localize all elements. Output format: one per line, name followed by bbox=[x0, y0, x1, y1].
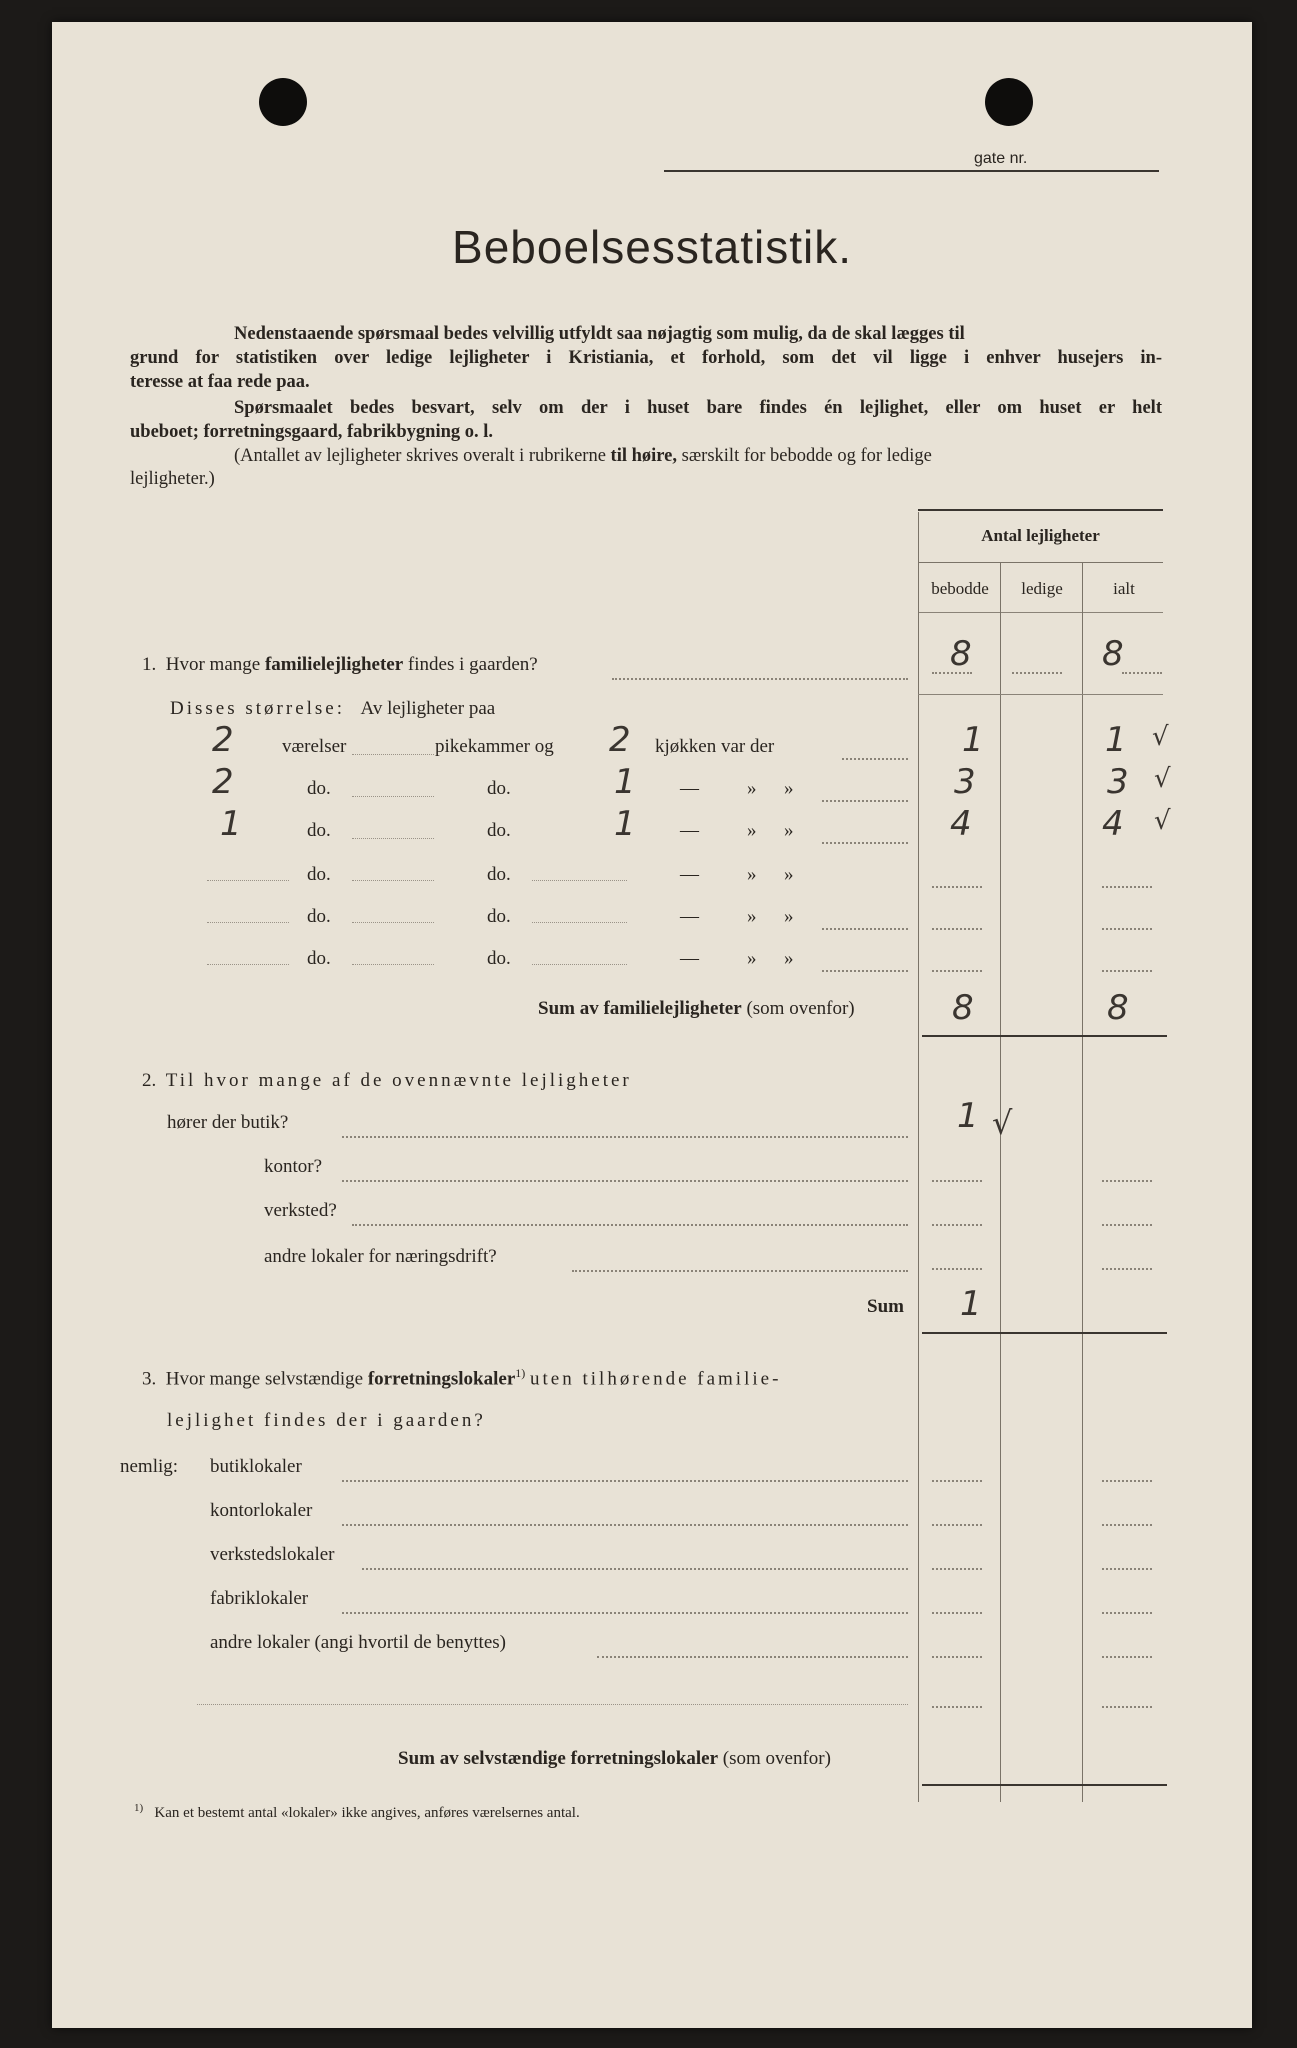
q3-line2: lejlighet findes der i gaarden? bbox=[167, 1410, 486, 1431]
row1-pike-label: pikekammer og bbox=[435, 736, 554, 757]
row3-do2: do. bbox=[487, 820, 511, 841]
footnote: $^{1)}$ Kan et bestemt antal «lokaler» ikke angives, anføres værelsernes antal. bbox=[134, 1802, 580, 1821]
header-bottom-rule bbox=[918, 612, 1163, 613]
nemlig: nemlig: bbox=[120, 1456, 179, 1477]
q3-item-verksted: verkstedslokaler bbox=[210, 1544, 335, 1565]
q2-butik-check: √ bbox=[992, 1104, 1013, 1142]
gate-nr-label: gate nr. bbox=[974, 150, 1028, 167]
table-vline-2 bbox=[1082, 562, 1083, 1802]
q2-line1: 2. Til hvor mange af de ovennævnte lejligheter bbox=[142, 1070, 632, 1091]
row1-vaer-label: værelser bbox=[282, 736, 347, 757]
gate-nr-line bbox=[664, 170, 1159, 172]
table-vline-1 bbox=[1000, 562, 1001, 1802]
q3-item-fabrik: fabriklokaler bbox=[210, 1588, 309, 1609]
row2-vaerelser: 2 bbox=[212, 762, 234, 802]
q2-kontor: kontor? bbox=[264, 1156, 323, 1177]
q3-item-butik: butiklokaler bbox=[210, 1456, 302, 1477]
row3-ialt: 4 bbox=[1102, 804, 1124, 844]
sum1-label: Sum av familielejligheter (som ovenfor) bbox=[538, 998, 855, 1019]
q1-dots-b bbox=[1012, 672, 1062, 674]
row2-kjokken: 1 bbox=[614, 762, 636, 802]
intro-line-7: lejligheter.) bbox=[130, 469, 215, 489]
row6-do: do. bbox=[307, 948, 331, 969]
row3-vaerelser: 1 bbox=[220, 804, 242, 844]
q1-dots-c bbox=[1122, 672, 1162, 674]
col-ledige: ledige bbox=[1021, 579, 1063, 598]
q1: 1. Hvor mange familielejligheter findes i gaarden? bbox=[142, 654, 538, 675]
page-title: Beboelsesstatistik. bbox=[452, 221, 852, 273]
row3-kjokken: 1 bbox=[614, 804, 636, 844]
row3-bebodde: 4 bbox=[950, 804, 972, 844]
q1-dots-a bbox=[932, 672, 972, 674]
row1-ialt: 1 bbox=[1105, 720, 1127, 760]
table-title-rule bbox=[918, 562, 1163, 563]
row5-do: do. bbox=[307, 906, 331, 927]
intro-line-3: teresse at faa rede paa. bbox=[130, 372, 310, 392]
row2-do2: do. bbox=[487, 778, 511, 799]
punch-hole-right bbox=[985, 78, 1033, 126]
row1-check: √ bbox=[1152, 722, 1169, 752]
table-vline-left bbox=[918, 512, 919, 1802]
q3-item-kontor: kontorlokaler bbox=[210, 1500, 313, 1521]
row-rule-1 bbox=[918, 694, 1163, 695]
q3-line1: 3. Hvor mange selvstændige forretningslokaler$^{1)}$ uten tilhørende familie- bbox=[142, 1366, 782, 1390]
row1-kjok-label: kjøkken var der bbox=[655, 736, 775, 757]
row1-bebodde: 1 bbox=[962, 720, 984, 760]
intro-line-1: Nedenstaaende spørsmaal bedes velvillig utfyldt saa nøjagtig som mulig, da de skal lægges til bbox=[234, 324, 965, 344]
sum1-bebodde: 8 bbox=[952, 988, 974, 1028]
row2-check: √ bbox=[1154, 764, 1171, 794]
row3-do: do. bbox=[307, 820, 331, 841]
col-ialt: ialt bbox=[1113, 579, 1135, 598]
row3-check: √ bbox=[1154, 806, 1171, 836]
sum1-rule bbox=[922, 1035, 1167, 1037]
sum3-rule bbox=[922, 1784, 1167, 1786]
sum2-rule bbox=[922, 1332, 1167, 1334]
table-top-rule bbox=[918, 509, 1163, 511]
row4-do: do. bbox=[307, 864, 331, 885]
sum1-ialt: 8 bbox=[1107, 988, 1129, 1028]
row1-kjokken: 2 bbox=[609, 720, 631, 760]
intro-line-6: (Antallet av lejligheter skrives overalt i rubrikerne til høire, særskilt for bebodde og for ledige bbox=[234, 446, 932, 466]
punch-hole-left bbox=[259, 78, 307, 126]
q3-item-andre: andre lokaler (angi hvortil de benyttes) bbox=[210, 1632, 506, 1653]
q3-write-line bbox=[197, 1704, 908, 1705]
intro-line-4: Spørsmaalet bedes besvart, selv om der i huset bare findes én lejlighet, eller om huset er helt bbox=[234, 398, 1162, 418]
q2-butik: hører der butik? bbox=[167, 1112, 289, 1133]
q2-butik-answer: 1 bbox=[957, 1096, 979, 1136]
row2-ialt: 3 bbox=[1107, 762, 1129, 802]
table-title: Antal lejligheter bbox=[981, 526, 1100, 545]
row1-vaerelser: 2 bbox=[212, 720, 234, 760]
row2-dash: — bbox=[680, 778, 699, 799]
sum2-value: 1 bbox=[960, 1284, 982, 1324]
q1-bebodde: 8 bbox=[950, 634, 972, 674]
q2-verksted: verksted? bbox=[264, 1200, 337, 1221]
sum2-label: Sum bbox=[867, 1296, 904, 1317]
col-bebodde: bebodde bbox=[931, 579, 989, 598]
q1-leader bbox=[612, 678, 908, 680]
sum3-label: Sum av selvstændige forretningslokaler (som ovenfor) bbox=[398, 1748, 831, 1769]
size-label: Disses størrelse: Av lejligheter paa bbox=[170, 698, 496, 719]
q1-ialt: 8 bbox=[1102, 634, 1124, 674]
row2-do: do. bbox=[307, 778, 331, 799]
form-sheet: gate nr. Beboelsesstatistik. Nedenstaaende spørsmaal bedes velvillig utfyldt saa nøjagtig som mulig, da de skal lægges til grund for statistiken over ledige lejligheter i Kristiania, et forhold, som det vil ligge i enhver husejers in- teresse at faa rede paa. Spørsmaalet bedes besvart, selv om der i huset bare findes én lejlighet, eller om huset er helt ubeboet; forretningsgaard, fabrikbygning o. l. (Antallet av lejligheter skrives overalt i rubrikerne til høire, særskilt for bebodde og for ledige lejligheter.) Antal lejligheter bebodde ledige ialt 1. Hvor mange familielejligheter findes i gaarden? 8 8 Disses størrelse: Av lejligheter paa 2 værelser pikekammer og 2 kjøkken var der 1 1 √ 2 do. do. 1 — » » 3 3 √ 1 do. do. 1 — » » 4 4 √ do. do. — » » do. do. — » » do. do. — » » Sum av familielejligheter (som ovenfor) 8 8 2. Til hvor mange af de ovennævnte lejligheter hører der butik? 1 √ kontor? verksted? andre lokaler for næringsdrift? Sum 1 3. Hvor mange selvstændige forretningslokaler$^{1)}$ uten tilhørende familie- lejlighet findes der i gaarden? nemlig: butiklokaler kontorlokaler verkstedslokaler fabriklokaler andre lokaler (angi hvortil de benyttes) Sum av selvstændige forretningslokaler (som ovenfor) $^{1)}$ Kan et bestemt antal «lokaler» ikke angives, anføres værelsernes antal. bbox=[52, 22, 1252, 2028]
row2-bebodde: 3 bbox=[954, 762, 976, 802]
intro-line-2: grund for statistiken over ledige lejligheter i Kristiania, et forhold, som det vil ligge i enhver husejers in- bbox=[130, 348, 1162, 368]
intro-line-5: ubeboet; forretningsgaard, fabrikbygning o. l. bbox=[130, 422, 494, 442]
q2-andre: andre lokaler for næringsdrift? bbox=[264, 1246, 497, 1267]
